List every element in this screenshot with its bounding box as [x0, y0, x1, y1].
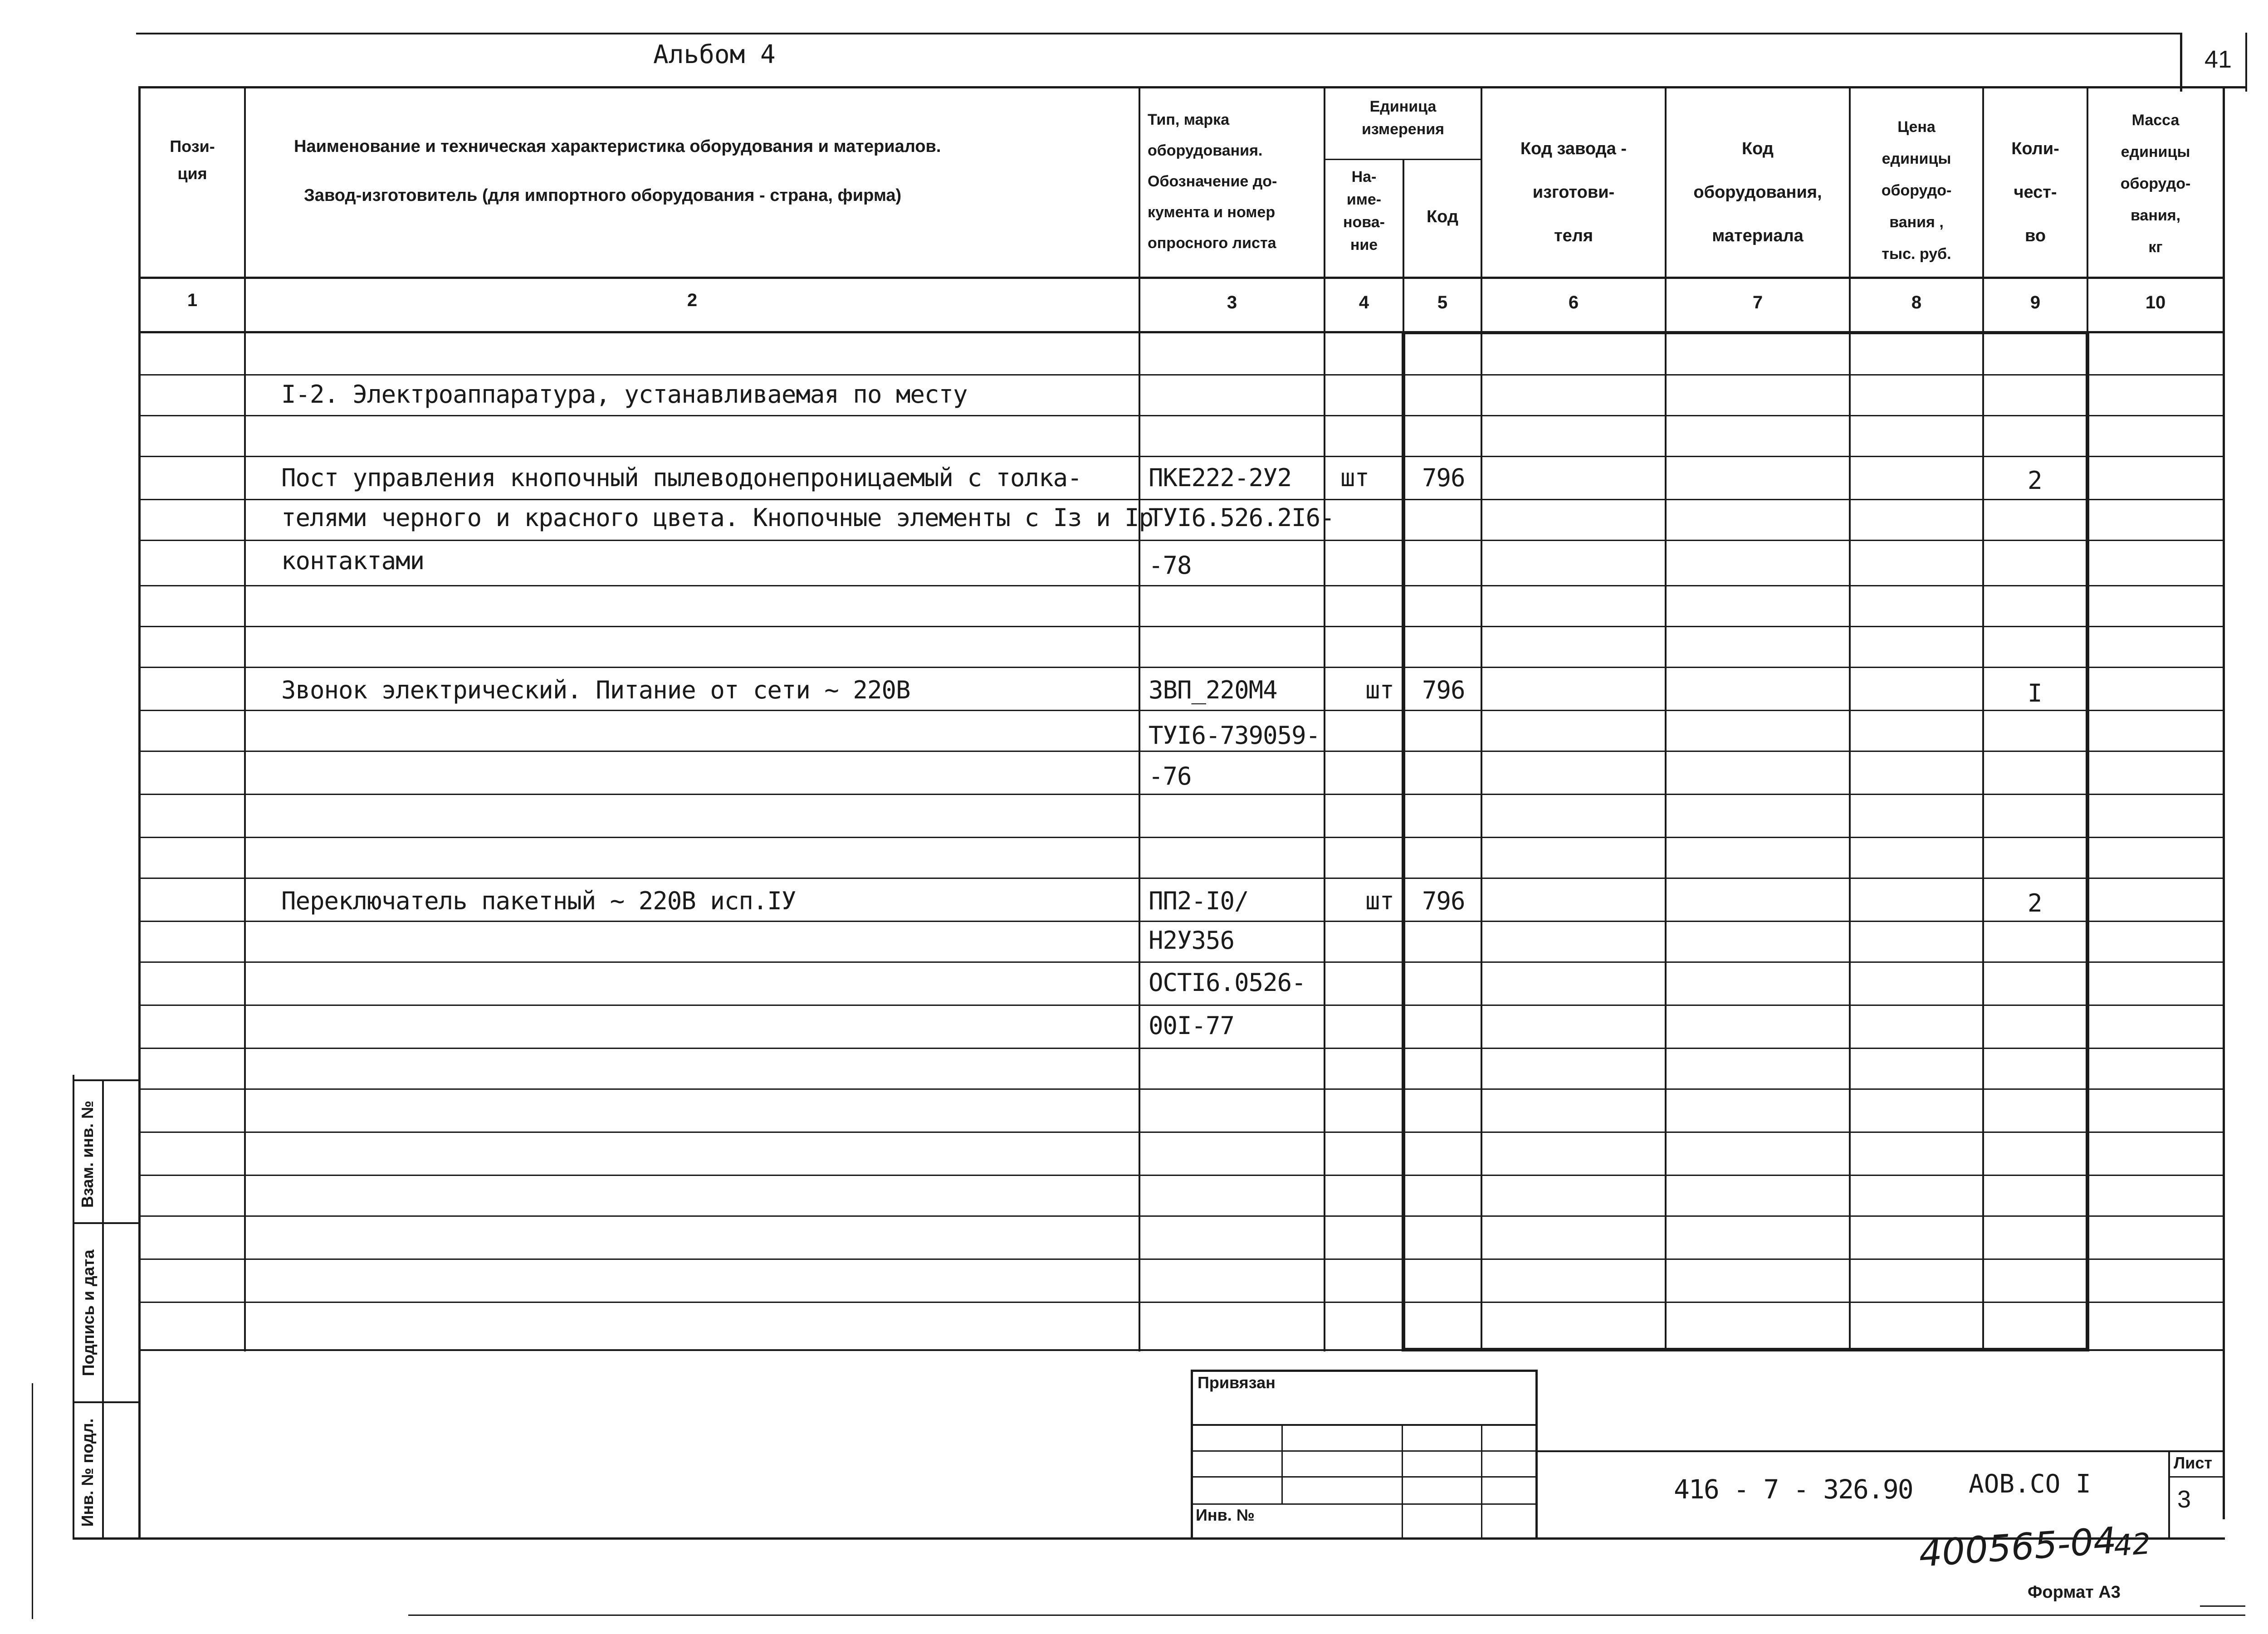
row-line — [138, 415, 2225, 416]
item-1-unit: шт — [1340, 463, 1369, 492]
margin-left-rule — [32, 1383, 33, 1619]
designation: 416 - 7 - 326.90 — [1674, 1474, 1913, 1505]
frame-bottom — [73, 1537, 2225, 1540]
row-line — [138, 1258, 2225, 1260]
colnum-10: 10 — [2145, 293, 2166, 312]
colnum-6: 6 — [1568, 293, 1579, 312]
col-line-6 — [1665, 86, 1667, 1351]
stamp-row-4 — [1191, 1503, 1538, 1505]
item-1-code: 796 — [1422, 463, 1465, 492]
colnum-8: 8 — [1911, 293, 1922, 312]
table-bottom-line — [138, 1349, 2225, 1351]
colnum-7: 7 — [1752, 293, 1763, 312]
item-1-type-line-3: -78 — [1149, 551, 1192, 580]
row-line — [138, 1215, 2225, 1217]
row-line — [138, 1132, 2225, 1133]
item-2-type-line-2: ТУI6-739059- — [1149, 721, 1320, 750]
thick-box-right — [2086, 331, 2089, 1351]
colnum-5: 5 — [1437, 293, 1448, 312]
header-mass: Масса единицы оборудо- вания, кг — [2120, 112, 2191, 256]
thick-box-left — [1402, 331, 1405, 1351]
item-3-type-line-3: ОСТI6.0526- — [1149, 968, 1306, 997]
row-line — [138, 837, 2225, 838]
item-1-type-line-2: ТУI6.526.2I6- — [1149, 503, 1334, 532]
format-label: Формат А3 — [2028, 1583, 2121, 1602]
item-3-type-line-2: Н2У356 — [1149, 926, 1235, 955]
header-equipment-code: Код оборудования, материала — [1693, 139, 1822, 245]
item-2-name: Звонок электрический. Питание от сети ~ 220В — [281, 676, 910, 704]
row-line — [138, 794, 2225, 795]
row-line — [138, 751, 2225, 752]
header-unit: Единица измерения — [1362, 98, 1444, 138]
section-title: I-2. Электроаппаратура, устанавливаемая по месту — [281, 380, 968, 409]
header-position: Пози- ция — [170, 137, 215, 183]
row-line — [138, 1175, 2225, 1176]
side-strip-left — [73, 1075, 74, 1540]
item-2-code: 796 — [1422, 676, 1465, 704]
stamp-col-2 — [1402, 1424, 1403, 1540]
colnum-9: 9 — [2030, 293, 2041, 312]
item-3-type-line-4: 00I-77 — [1149, 1011, 1235, 1040]
col-line-2 — [1139, 86, 1140, 1351]
item-2-type-line-1: ЗВП_220М4 — [1149, 676, 1277, 704]
item-2-type-line-3: -76 — [1149, 762, 1192, 790]
col-line-7 — [1849, 86, 1851, 1351]
row-line — [138, 456, 2225, 457]
row-line — [138, 1048, 2225, 1049]
stamp-inv: Инв. № — [1196, 1506, 1255, 1524]
item-2-qty: I — [2028, 679, 2042, 707]
item-3-type-line-1: ПП2-I0/ — [1149, 887, 1249, 915]
item-3-code: 796 — [1422, 887, 1465, 915]
colnum-1: 1 — [187, 290, 198, 310]
item-1-type-line-1: ПКЕ222-2У2 — [1149, 463, 1292, 492]
page-box-left — [2180, 33, 2182, 92]
handwritten-number: 400565-04 — [1917, 1519, 2118, 1575]
row-line — [138, 540, 2225, 541]
item-1-qty: 2 — [2028, 466, 2042, 495]
row-line — [138, 921, 2225, 922]
stamp-row-2 — [1191, 1450, 1538, 1452]
side-strip-right — [102, 1079, 104, 1540]
item-3-qty: 2 — [2028, 889, 2042, 917]
header-bottom-line — [138, 277, 2225, 279]
row-line — [138, 626, 2225, 627]
stamp-top — [1191, 1370, 1538, 1372]
col-line-1 — [244, 86, 246, 1351]
header-unit-name: На- име- нова- ние — [1343, 168, 1385, 254]
document-code: АОВ.СО I — [1969, 1469, 2091, 1499]
sheet-label: Лист — [2174, 1454, 2213, 1472]
frame-right — [2223, 86, 2225, 1519]
bottom-right-rule — [2200, 1605, 2245, 1607]
row-line — [138, 499, 2225, 500]
sheet-number: 3 — [2177, 1486, 2191, 1513]
item-1-name-line-2: телями черного и красного цвета. Кнопочные элементы с Iз и Iр — [281, 503, 1154, 532]
colnum-4: 4 — [1359, 293, 1369, 312]
page-number: 41 — [2204, 46, 2232, 73]
bottom-margin-rule — [408, 1614, 2245, 1616]
stamp-left — [1191, 1370, 1193, 1540]
row-line — [138, 878, 2225, 879]
thick-box-top — [1403, 331, 2088, 334]
top-rule — [136, 33, 2182, 34]
row-line — [138, 961, 2225, 963]
colnum-3: 3 — [1227, 293, 1237, 312]
sheet-box-left — [2168, 1450, 2170, 1539]
item-1-name-line-3: контактами — [281, 546, 425, 575]
album-title: Альбом 4 — [653, 40, 776, 69]
frame-top — [138, 86, 2245, 88]
col-line-3 — [1324, 86, 1325, 1351]
side-label-original-inv: Инв. № подл. — [78, 1418, 97, 1527]
row-line — [138, 374, 2225, 376]
col-line-8 — [1982, 86, 1984, 1351]
stamp-col-1 — [1281, 1424, 1283, 1503]
header-quantity: Коли- чест- во — [2011, 139, 2059, 245]
sheet-box-mid — [2168, 1476, 2225, 1478]
stamp-privyazan: Привязан — [1198, 1373, 1276, 1392]
stamp-row-3 — [1191, 1476, 1538, 1478]
header-plant-code: Код завода - изготови- теля — [1520, 139, 1627, 245]
item-3-unit: шт — [1365, 887, 1394, 915]
handwritten-page: 42 — [2112, 1527, 2152, 1563]
header-name: Наименование и техническая характеристика оборудования и материалов. Завод-изготовитель (для импортного оборудования - страна, фирма) — [294, 137, 941, 205]
header-price: Цена единицы оборудо- вания , тыс. руб. — [1881, 118, 1952, 263]
header-unit-code: Код — [1426, 207, 1459, 226]
stamp-col-3 — [1481, 1424, 1482, 1540]
col-line-5 — [1481, 86, 1482, 1351]
item-2-unit: шт — [1365, 676, 1394, 704]
colnum-2: 2 — [687, 290, 698, 310]
row-line — [138, 667, 2225, 668]
row-line — [138, 585, 2225, 586]
row-line — [138, 1302, 2225, 1303]
row-line — [138, 1088, 2225, 1090]
row-line — [138, 710, 2225, 711]
item-1-name-line-1: Пост управления кнопочный пылеводонепроницаемый с толка- — [281, 463, 1082, 492]
side-strip-top — [73, 1079, 141, 1081]
page-box-right — [2245, 33, 2247, 92]
item-3-name: Переключатель пакетный ~ 220В исп.IУ — [281, 887, 796, 915]
side-label-replace-inv: Взам. инв. № — [78, 1100, 97, 1208]
header-type: Тип, марка оборудования. Обозначение до- кумента и номер опросного листа — [1148, 111, 1277, 252]
side-label-signature-date: Подпись и дата — [79, 1249, 98, 1376]
title-block-top — [1538, 1450, 2225, 1452]
stamp-row-1 — [1191, 1424, 1538, 1426]
stamp-right — [1535, 1370, 1538, 1540]
row-line — [138, 1005, 2225, 1006]
